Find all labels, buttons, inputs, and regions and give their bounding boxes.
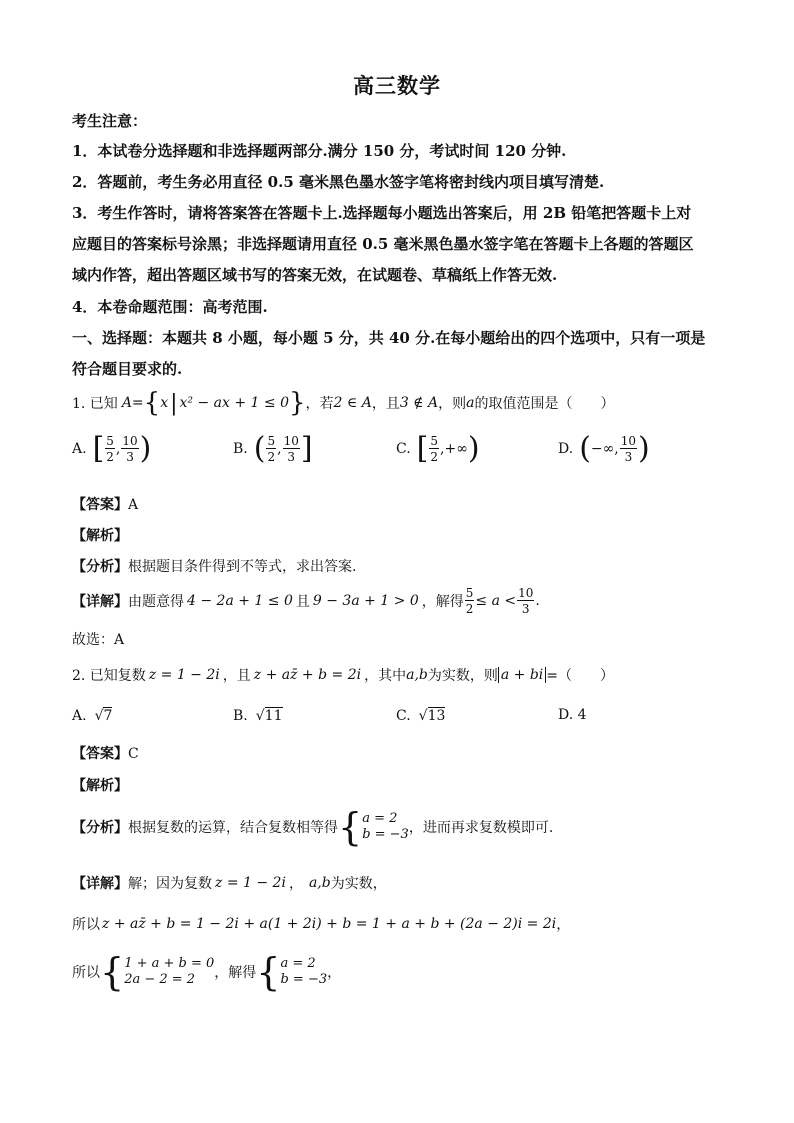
- q2-system-eq1: 1 + a + b = 0: [124, 955, 215, 971]
- q1-option-b-rbracket: ]: [300, 431, 313, 466]
- q2-tail: ，: [327, 965, 342, 981]
- q2-option-a: A. √ 7: [72, 707, 113, 724]
- q1-option-c-rbracket: ): [467, 431, 480, 466]
- section1-heading-cont: 符合题目要求的.: [72, 360, 183, 378]
- q2-solution-a: a = 2: [280, 955, 316, 971]
- page-title: 高三数学: [353, 73, 441, 98]
- q2-suffix: =（ ）: [546, 668, 615, 684]
- q1-set-var: x: [160, 395, 169, 411]
- notice-heading: 考生注意：: [72, 112, 148, 130]
- q1-option-d-lbracket: (: [579, 431, 591, 466]
- q1-xiangjie-label: 【详解】: [72, 594, 128, 610]
- q1-xj-frac2: $\frac{10}{3}$: [518, 586, 534, 616]
- q1-xiangjie: [72, 587, 540, 615]
- q2-fenxi: [72, 805, 554, 849]
- q1-xj-end: .: [535, 593, 540, 609]
- q1-option-a: A. [ $\frac{5}{2}$ , $\frac{10}{3}$ ): [72, 431, 152, 466]
- q1-fenxi-text: 根据题目条件得到不等式，求出答案.: [128, 559, 357, 575]
- q1-option-c-tail: ,+∞: [440, 441, 468, 457]
- q1-option-d: [558, 431, 650, 466]
- q2-option-d: D. 4: [558, 707, 587, 723]
- q1-xj-text-a: 由题意得: [128, 594, 184, 610]
- q2-fenxi-label: 【分析】: [72, 820, 128, 836]
- q1-xj-text-c: ，解得: [421, 594, 464, 610]
- notice-item-4: 4．本卷命题范围：高考范围.: [72, 298, 268, 316]
- q2-xj-text-b: ，: [288, 876, 303, 892]
- section1-heading: 一、选择题：本题共 8 小题，每小题 5 分，共 40 分.在每小题给出的四个选项中，只有一项是: [72, 329, 706, 347]
- q2-solution-b: b = −3: [280, 972, 328, 987]
- q1-xj-ineq1: 4 − 2a + 1 ≤ 0: [187, 593, 293, 609]
- q1-set-bar: |: [170, 390, 178, 416]
- q1-xj-frac1: $\frac{5}{2}$: [465, 586, 474, 616]
- q1-cond1: 2 ∈ A: [333, 395, 372, 411]
- q2-mid3: 为实数，则: [427, 668, 498, 684]
- q1-prefix: 1. 已知: [72, 396, 118, 412]
- q2-fenxi-text-a: 根据复数的运算，结合复数相等得: [128, 820, 338, 836]
- q1-option-a-rbracket: ): [139, 431, 152, 466]
- q2-solve: ，解得: [214, 965, 257, 981]
- q1-cond2: 3 ∉ A: [399, 395, 439, 411]
- q1-xj-mid: ≤ a <: [475, 593, 517, 609]
- q1-set-close-brace: }: [289, 388, 306, 418]
- q1-suffix: 的取值范围是（ ）: [474, 396, 615, 412]
- q1-analysis: [72, 525, 128, 545]
- q1-fenxi-label: 【分析】: [72, 559, 128, 575]
- q1-mid3: ，则: [438, 396, 467, 412]
- q2-xj-text-c: 为实数，: [330, 876, 387, 892]
- q1-set-open-brace: {: [143, 388, 161, 418]
- q1-fenxi: [72, 556, 356, 576]
- q2-fenxi-text-b: ，进而再求复数模即可.: [408, 820, 554, 836]
- q2-system-eq2: 2a − 2 = 2: [124, 972, 196, 987]
- notice-item-3: 3．考生作答时，请将答案答在答题卡上.选择题每小题选出答案后，用 2B 铅笔把答题卡上对: [72, 204, 692, 222]
- q2-option-c-value: 13: [427, 708, 446, 724]
- q2-mid2: ，其中: [364, 668, 407, 684]
- q2-option-c-label: C.: [396, 707, 411, 724]
- q1-option-b-frac2: $\frac{10}{3}$: [283, 434, 299, 464]
- q2-xj-z: z = 1 − 2i: [215, 875, 286, 891]
- q2-system: [124, 956, 214, 989]
- q2-fenxi-brace: {: [338, 805, 363, 849]
- q1-answer-value: A: [128, 497, 139, 513]
- notice-item-3-cont2: 域内作答，超出答题区域书写的答案无效，在试题卷、草稿纸上作答无效.: [72, 266, 558, 284]
- q2-analysis: [72, 775, 128, 795]
- q1-analysis-label: 【解析】: [72, 528, 128, 544]
- q1-set-lhs: A=: [121, 395, 144, 411]
- q2-fenxi-sys-a: a = 2: [362, 810, 398, 826]
- q1-xj-ineq2: 9 − 3a + 1 > 0: [312, 593, 419, 609]
- q2-so1: 所以: [72, 917, 100, 933]
- q1-var: a: [466, 395, 475, 411]
- q1-option-d-frac: $\frac{10}{3}$: [620, 434, 637, 464]
- q1-xj-text-b: 且: [295, 594, 310, 610]
- q1-option-a-frac2: $\frac{10}{3}$: [122, 434, 138, 464]
- q2-fenxi-system: [362, 811, 409, 844]
- q1-option-a-lbracket: [: [92, 431, 105, 466]
- q1-choose: 故选：A: [72, 632, 125, 648]
- q2-ab: a,b: [406, 667, 428, 683]
- q2-eq: z + az̄ + b = 2i: [253, 667, 362, 683]
- question-2: [72, 665, 614, 685]
- q1-set-cond: x² − ax + 1 ≤ 0: [179, 395, 289, 411]
- q2-option-b: B. √ 11: [233, 707, 283, 724]
- q2-answer-label: 【答案】: [72, 746, 128, 762]
- q1-option-d-label: D.: [558, 441, 574, 457]
- q2-z-def: z = 1 − 2i: [148, 667, 220, 683]
- notice-item-2: 2．答题前，考生务必用直径 0.5 毫米黑色墨水签字笔将密封线内项目填写清楚.: [72, 173, 605, 191]
- q2-so2: 所以: [72, 965, 100, 981]
- q1-option-d-rbracket: ): [638, 431, 650, 466]
- q1-option-b: B. ( $\frac{5}{2}$ , $\frac{10}{3}$ ]: [233, 431, 313, 466]
- q2-mid1: ，且: [222, 668, 251, 684]
- q1-option-d-head: −∞,: [590, 441, 619, 457]
- q1-option-a-label: A.: [72, 441, 87, 457]
- q2-answer: [72, 743, 139, 763]
- q1-mid2: ，且: [371, 396, 400, 412]
- q2-system-brace: {: [100, 950, 125, 994]
- q2-answer-value: C: [128, 746, 139, 762]
- q1-option-a-frac1: $\frac{5}{2}$: [106, 434, 114, 464]
- q2-fenxi-sys-b: b = −3: [362, 827, 409, 842]
- notice-item-3-cont1: 应题目的答案标号涂黑；非选择题请用直径 0.5 毫米黑色墨水签字笔在答题卡上各题的答题区: [72, 235, 694, 253]
- q2-expand-line: [72, 914, 570, 934]
- q2-solution: [280, 956, 327, 989]
- q1-mid1: ，若: [305, 396, 334, 412]
- q2-xiangjie-label: 【详解】: [72, 876, 128, 892]
- q1-option-c-frac1: $\frac{5}{2}$: [430, 434, 439, 464]
- q2-xj-ab: a,b: [308, 875, 331, 891]
- q2-analysis-label: 【解析】: [72, 778, 128, 794]
- q2-expand: z + az̄ + b = 1 − 2i + a(1 + 2i) + b = 1 + a + b + (2a − 2)i = 2i: [102, 916, 557, 932]
- q1-answer: [72, 494, 138, 514]
- q2-option-a-value: 7: [103, 708, 113, 724]
- q2-option-a-label: A.: [72, 707, 87, 724]
- q1-option-c: [396, 431, 480, 466]
- q2-option-b-value: 11: [264, 708, 283, 724]
- q2-system-line: [72, 950, 342, 994]
- q1-answer-label: 【答案】: [72, 497, 128, 513]
- q1-option-b-label: B.: [233, 441, 248, 457]
- q1-option-c-lbracket: [: [416, 431, 429, 466]
- notice-item-1: 1．本试卷分选择题和非选择题两部分.满分 150 分，考试时间 120 分钟.: [72, 142, 567, 160]
- q2-prefix: 2. 已知复数: [72, 668, 146, 684]
- q1-option-b-frac1: $\frac{5}{2}$: [267, 434, 276, 464]
- q2-option-c: C. √ 13: [396, 707, 446, 724]
- question-1: [72, 390, 614, 416]
- q2-solution-brace: {: [256, 950, 281, 994]
- q1-option-b-lbracket: (: [253, 431, 266, 466]
- q2-xj-text-a: 解；因为复数: [128, 876, 212, 892]
- q2-modulus: a + bi: [498, 667, 546, 683]
- q1-option-c-label: C.: [396, 441, 411, 457]
- q2-xiangjie: [72, 873, 387, 893]
- q2-comma: ，: [556, 917, 571, 933]
- q2-option-b-label: B.: [233, 707, 248, 724]
